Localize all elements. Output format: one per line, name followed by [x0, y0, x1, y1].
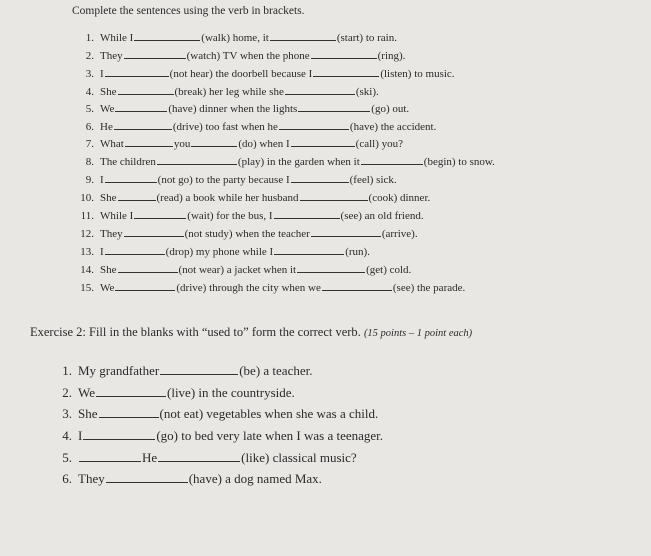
item-text: (get) cold.: [366, 264, 412, 276]
answer-blank[interactable]: [114, 120, 172, 130]
exercise-1-item-5: [72, 102, 409, 115]
answer-blank[interactable]: [124, 49, 186, 59]
exercise-1-item-7: [72, 137, 403, 150]
item-number: 1.: [62, 363, 72, 378]
item-text: (see) the parade.: [392, 282, 466, 294]
exercise-2-title: Exercise 2: Fill in the blanks with “used to” form the correct verb.: [30, 325, 361, 339]
answer-blank[interactable]: [118, 263, 178, 273]
item-text: He: [142, 450, 158, 465]
answer-blank[interactable]: [79, 451, 141, 462]
answer-blank[interactable]: [134, 209, 186, 219]
item-number: 5.: [85, 103, 94, 115]
answer-blank[interactable]: [311, 227, 381, 237]
item-text: I: [78, 428, 83, 443]
exercise-1-item-11: [72, 209, 424, 222]
answer-blank[interactable]: [124, 227, 184, 237]
item-number: 11.: [80, 210, 94, 222]
item-text: While I: [100, 210, 134, 222]
answer-blank[interactable]: [125, 137, 173, 147]
item-number: 9.: [85, 174, 94, 186]
answer-blank[interactable]: [96, 386, 166, 397]
exercise-1-item-12: [72, 227, 418, 240]
item-text: (see) an old friend.: [340, 210, 424, 222]
answer-blank[interactable]: [361, 155, 423, 165]
answer-blank[interactable]: [106, 472, 188, 483]
item-text: (feel) sick.: [349, 174, 397, 186]
item-number: 13.: [80, 246, 94, 258]
item-text: They: [100, 228, 123, 240]
item-text: They: [100, 50, 123, 62]
item-text: you: [173, 138, 191, 150]
item-text: (start) to rain.: [336, 32, 397, 44]
item-text: (be) a teacher.: [239, 363, 313, 378]
exercise-1-item-8: [72, 155, 495, 168]
item-text: (listen) to music.: [380, 68, 455, 80]
item-number: 10.: [80, 192, 94, 204]
item-text: (run).: [345, 246, 370, 258]
answer-blank[interactable]: [118, 85, 174, 95]
item-number: 4.: [85, 86, 94, 98]
item-number: 3.: [62, 406, 72, 421]
item-text: (live) in the countryside.: [167, 385, 295, 400]
exercise-2-item-5: [50, 450, 357, 466]
exercise-1-item-13: [72, 245, 370, 258]
item-number: 7.: [85, 138, 94, 150]
item-number: 2.: [85, 50, 94, 62]
item-text: I: [100, 68, 104, 80]
item-text: (walk) home, it: [201, 32, 269, 44]
item-text: (not wear) a jacket when it: [178, 264, 297, 276]
item-text: (call) you?: [355, 138, 403, 150]
item-text: He: [100, 121, 113, 133]
item-text: (have) dinner when the lights: [168, 103, 298, 115]
item-number: 6.: [62, 471, 72, 486]
exercise-2-item-3: [50, 406, 378, 422]
answer-blank[interactable]: [105, 173, 157, 183]
exercise-2-points: (15 points – 1 point each): [363, 328, 473, 339]
item-text: What: [100, 138, 124, 150]
item-text: (do) when I: [238, 138, 290, 150]
answer-blank[interactable]: [300, 191, 368, 201]
answer-blank[interactable]: [270, 31, 336, 41]
exercise-2-item-1: [50, 363, 312, 379]
exercise-1-item-2: [72, 49, 405, 62]
answer-blank[interactable]: [160, 364, 238, 375]
item-text: She: [100, 264, 117, 276]
item-number: 8.: [85, 156, 94, 168]
item-number: 4.: [62, 428, 72, 443]
answer-blank[interactable]: [158, 451, 240, 462]
item-number: 2.: [62, 385, 72, 400]
exercise-2-item-4: [50, 428, 383, 444]
item-text: While I: [100, 32, 134, 44]
exercise-2-heading: [30, 325, 472, 340]
exercise-1-item-15: [72, 281, 465, 294]
answer-blank[interactable]: [115, 281, 175, 291]
item-text: We: [100, 103, 115, 115]
exercise-1-item-9: [72, 173, 397, 186]
item-text: (drive) too fast when he: [172, 121, 278, 133]
answer-blank[interactable]: [105, 245, 165, 255]
item-text: She: [78, 406, 98, 421]
item-text: I: [100, 174, 104, 186]
item-text: (not hear) the doorbell because I: [169, 68, 313, 80]
item-text: (like) classical music?: [241, 450, 357, 465]
item-text: They: [78, 471, 105, 486]
item-text: (not eat) vegetables when she was a child.: [159, 406, 379, 421]
answer-blank[interactable]: [297, 263, 365, 273]
item-text: (go) to bed very late when I was a teenager.: [156, 428, 384, 443]
item-text: (begin) to snow.: [423, 156, 495, 168]
answer-blank[interactable]: [285, 85, 355, 95]
item-text: (arrive).: [381, 228, 418, 240]
item-text: I: [100, 246, 104, 258]
item-text: (wait) for the bus, I: [187, 210, 273, 222]
answer-blank[interactable]: [157, 155, 237, 165]
answer-blank[interactable]: [311, 49, 377, 59]
exercise-2-item-2: [50, 385, 295, 401]
answer-blank[interactable]: [298, 102, 370, 112]
answer-blank[interactable]: [291, 137, 355, 147]
exercise-1-item-10: [72, 191, 430, 204]
item-number: 12.: [80, 228, 94, 240]
item-text: (ski).: [355, 86, 379, 98]
answer-blank[interactable]: [191, 137, 237, 147]
item-text: (play) in the garden when it: [237, 156, 360, 168]
answer-blank[interactable]: [279, 120, 349, 130]
item-text: (go) out.: [371, 103, 410, 115]
item-text: (not go) to the party because I: [157, 174, 290, 186]
item-text: (not study) when the teacher: [184, 228, 310, 240]
answer-blank[interactable]: [274, 209, 340, 219]
answer-blank[interactable]: [134, 31, 200, 41]
item-number: 15.: [80, 282, 94, 294]
answer-blank[interactable]: [322, 281, 392, 291]
item-text: (drive) through the city when we: [176, 282, 321, 294]
item-text: My grandfather: [78, 363, 160, 378]
exercise-1-item-4: [72, 85, 379, 98]
item-text: We: [100, 282, 115, 294]
exercise-1-item-1: [72, 31, 397, 44]
answer-blank[interactable]: [83, 429, 155, 440]
item-number: 3.: [85, 68, 94, 80]
item-text: (ring).: [377, 50, 406, 62]
item-text: (drop) my phone while I: [165, 246, 274, 258]
item-text: She: [100, 86, 117, 98]
item-text: (watch) TV when the phone: [186, 50, 310, 62]
item-text: (break) her leg while she: [174, 86, 284, 98]
item-text: (read) a book while her husband: [156, 192, 299, 204]
item-text: She: [100, 192, 117, 204]
answer-blank[interactable]: [313, 67, 379, 77]
item-number: 1.: [85, 32, 94, 44]
item-text: (cook) dinner.: [368, 192, 431, 204]
answer-blank[interactable]: [291, 173, 349, 183]
item-number: 6.: [85, 121, 94, 133]
item-text: (have) a dog named Max.: [188, 471, 322, 486]
item-number: 14.: [80, 264, 94, 276]
answer-blank[interactable]: [99, 407, 159, 418]
item-text: We: [78, 385, 95, 400]
answer-blank[interactable]: [118, 191, 156, 201]
answer-blank[interactable]: [105, 67, 169, 77]
exercise-1-item-6: [72, 120, 436, 133]
answer-blank[interactable]: [115, 102, 167, 112]
instruction-text: Complete the sentences using the verb in brackets.: [72, 5, 305, 17]
item-number: 5.: [62, 450, 72, 465]
exercise-1-item-3: [72, 67, 455, 80]
exercise-2-item-6: [50, 471, 322, 487]
item-text: (have) the accident.: [349, 121, 437, 133]
exercise-1-item-14: [72, 263, 411, 276]
item-text: The children: [100, 156, 156, 168]
answer-blank[interactable]: [274, 245, 344, 255]
